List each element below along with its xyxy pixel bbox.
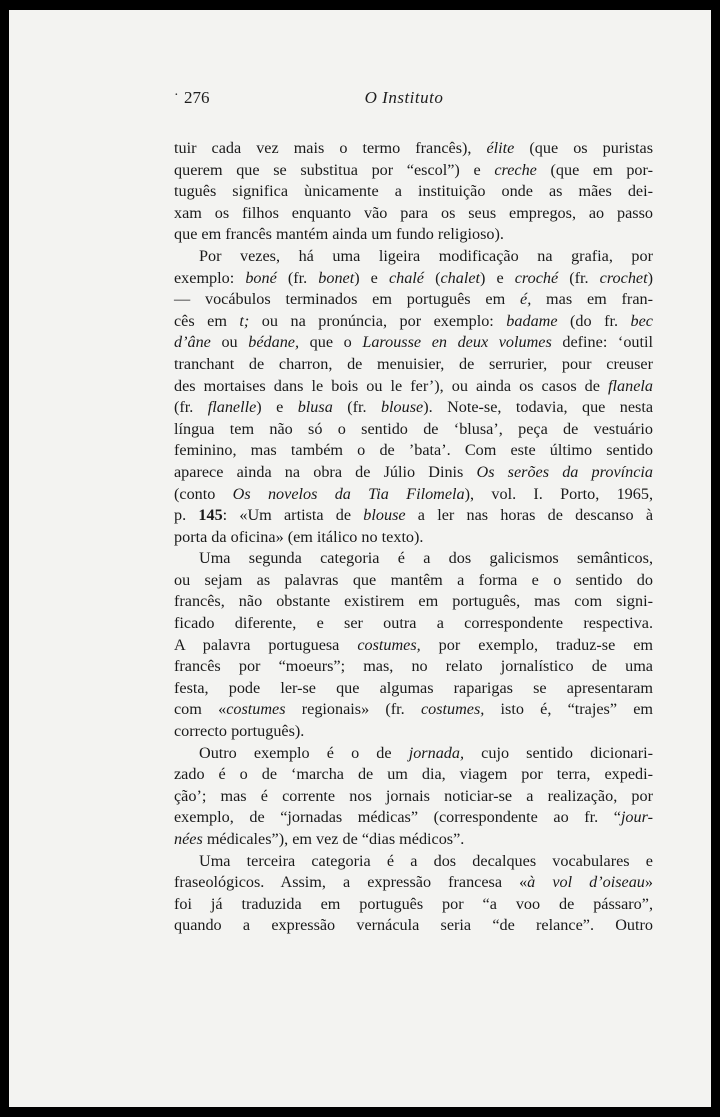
text-run: (que os puristas xyxy=(514,139,653,157)
header-marker: · xyxy=(174,88,179,103)
text-line xyxy=(174,591,653,613)
italic-term: Larousse en deux volumes xyxy=(362,333,552,352)
text-run: tuguês significa ùnicamente a instituição onde as mães dei- xyxy=(174,182,653,201)
text-line xyxy=(174,289,653,311)
text-run: fraseológicos. Assim, a expressão francesa « xyxy=(174,873,528,892)
text-line xyxy=(174,851,653,873)
text-run: (fr. xyxy=(174,398,208,417)
text-run: francês por “moeurs”; mas, no relato jornalístico de uma xyxy=(174,657,653,676)
page-header xyxy=(174,88,564,118)
text-line xyxy=(174,764,653,786)
text-run: aparece ainda na obra de Júlio Dinis xyxy=(174,462,477,481)
text-run: cujo sentido dicionari- xyxy=(464,743,653,762)
text-run: querem que se substitua por “escol”) e xyxy=(174,160,495,179)
italic-term: élite xyxy=(486,139,515,157)
text-line xyxy=(174,311,653,333)
text-run: cês em xyxy=(174,311,240,330)
text-run: ção’; mas é corrente nos jornais noticiar-se a realização, por xyxy=(174,786,653,805)
text-run: isto é, “trajes” em xyxy=(484,700,653,719)
italic-term: Os serões da província xyxy=(476,462,653,481)
page-number: 276 xyxy=(184,88,210,107)
italic-term: costumes, xyxy=(420,700,485,719)
text-line xyxy=(174,203,653,225)
text-line xyxy=(174,548,653,570)
text-line xyxy=(174,160,653,182)
text-run: ) e xyxy=(354,268,389,287)
text-line xyxy=(174,462,653,484)
text-run: exemplo, de “jornadas médicas” (correspondente ao fr. “ xyxy=(174,808,621,827)
italic-term: crochet xyxy=(599,268,648,287)
text-run: língua tem não só o sentido de ‘blusa’, peça de vestuário xyxy=(174,419,653,438)
text-run: (fr. xyxy=(276,268,319,287)
italic-term: bonet xyxy=(318,268,355,287)
text-line xyxy=(174,721,653,743)
text-run: regionais» (fr. xyxy=(285,700,421,719)
text-run: que o xyxy=(299,333,363,352)
text-line xyxy=(174,440,653,462)
text-line xyxy=(174,332,653,354)
text-run: — vocábulos terminados em português em xyxy=(174,290,521,309)
italic-term: creche xyxy=(494,160,537,179)
text-run: festa, pode ler-se que algumas raparigas se apresentaram xyxy=(174,678,653,697)
text-run: ). Note-se, todavia, que nesta xyxy=(423,398,654,417)
text-line xyxy=(174,894,653,916)
italic-term: é, xyxy=(520,290,532,309)
text-run: : «Um artista de xyxy=(222,506,364,525)
text-line xyxy=(174,397,653,419)
text-run: exemplo: xyxy=(174,268,246,287)
text-run: a ler nas horas de descanso à xyxy=(405,506,653,525)
document-page xyxy=(9,10,711,1107)
text-run: ), vol. I. Porto, 1965, xyxy=(464,484,653,503)
text-run: tuir cada vez mais o termo francês), xyxy=(174,139,487,157)
text-run: porta da oficina» (em itálico no texto). xyxy=(174,527,424,546)
body-text xyxy=(174,138,653,937)
text-run: ) e xyxy=(480,268,515,287)
text-line xyxy=(174,872,653,894)
italic-term: costumes, xyxy=(357,635,421,654)
text-line xyxy=(174,635,653,657)
italic-term: flanela xyxy=(608,376,653,395)
italic-term: jornada, xyxy=(408,743,465,762)
text-line xyxy=(174,699,653,721)
text-run: Uma terceira categoria é a dos decalques vocabulares e xyxy=(199,851,653,870)
text-run: (que em por- xyxy=(536,160,653,179)
text-run: xam os filhos enquanto vão para os seus empregos, ao passo xyxy=(174,203,653,222)
italic-term: à vol d’oiseau xyxy=(527,873,645,892)
text-run: zado é o de ‘marcha de um dia, viagem por terra, expedi- xyxy=(174,765,653,784)
italic-term: costumes xyxy=(226,700,286,719)
text-run: (do fr. xyxy=(557,311,631,330)
bold-text: 145 xyxy=(198,506,223,525)
text-run: p. xyxy=(174,506,199,525)
text-run: feminino, mas também o de ’bata’. Com este último sentido xyxy=(174,441,653,460)
text-run: correcto português). xyxy=(174,722,305,741)
text-run: com « xyxy=(174,700,227,719)
italic-term: flanelle xyxy=(207,398,257,417)
text-run: ) xyxy=(647,268,654,287)
text-line xyxy=(174,915,653,937)
text-run: quando a expressão vernácula seria “de relance”. Outro xyxy=(174,916,653,935)
italic-term: nées xyxy=(174,830,203,848)
text-run: (conto xyxy=(174,484,233,503)
text-run: Outro exemplo é o de xyxy=(199,743,409,762)
text-run: ou sejam as palavras que mantêm a forma e o sentido do xyxy=(174,570,653,589)
text-run: por exemplo, traduz-se em xyxy=(420,635,654,654)
text-line xyxy=(174,807,653,829)
text-line xyxy=(174,181,653,203)
text-line xyxy=(174,376,653,398)
text-run: (fr. xyxy=(332,398,381,417)
text-run: ) e xyxy=(256,398,298,417)
text-run: ou na pronúncia, por exemplo: xyxy=(249,311,507,330)
italic-term: badame xyxy=(506,311,558,330)
text-line xyxy=(174,484,653,506)
text-line xyxy=(174,246,653,268)
text-run: foi já traduzida em português por “a voo de pássaro”, xyxy=(174,894,653,913)
text-line xyxy=(174,527,653,549)
italic-term: Os novelos da Tia Filomela xyxy=(232,484,465,503)
text-line xyxy=(174,786,653,808)
text-line xyxy=(174,570,653,592)
text-run: Uma segunda categoria é a dos galicismos semânticos, xyxy=(199,549,653,568)
text-line xyxy=(174,268,653,290)
text-run: médicales”), em vez de “dias médicos”. xyxy=(202,830,465,848)
italic-term: chalet xyxy=(440,268,481,287)
text-run: tranchant de charron, de menuisier, de serrurier, pour creuser xyxy=(174,354,653,373)
text-run: ou xyxy=(210,333,249,352)
text-run: francês, não obstante existirem em português, mas com signi- xyxy=(174,592,653,611)
italic-term: d’âne xyxy=(174,333,211,352)
text-run: mas em fran- xyxy=(531,290,653,309)
text-line xyxy=(174,354,653,376)
text-line xyxy=(174,743,653,765)
italic-term: jour- xyxy=(620,808,653,827)
text-run: define: ‘outil xyxy=(551,333,653,352)
italic-term: chalé xyxy=(388,268,424,287)
text-run: ficado diferente, e ser outra a correspondente respectiva. xyxy=(174,614,653,633)
text-line xyxy=(174,505,653,527)
text-line xyxy=(174,224,653,246)
italic-term: boné xyxy=(245,268,277,287)
text-run: A palavra portuguesa xyxy=(174,635,358,654)
text-line xyxy=(174,678,653,700)
italic-term: blouse xyxy=(363,506,406,525)
text-line xyxy=(174,829,653,851)
italic-term: bédane, xyxy=(248,333,300,352)
italic-term: blusa xyxy=(297,398,333,417)
text-run: (fr. xyxy=(558,268,600,287)
italic-term: t; xyxy=(239,311,250,330)
italic-term: blouse xyxy=(380,398,424,417)
text-line xyxy=(174,419,653,441)
italic-term: croché xyxy=(514,268,559,287)
running-title: O Instituto xyxy=(364,88,444,107)
text-run: des mortaises dans le bois ou le fer’), ou ainda os casos de xyxy=(174,376,609,395)
text-run: que em francês mantém ainda um fundo religioso). xyxy=(174,225,504,244)
text-line xyxy=(174,138,653,160)
text-line xyxy=(174,613,653,635)
text-line xyxy=(174,656,653,678)
text-run: Por vezes, há uma ligeira modificação na grafia, por xyxy=(199,246,653,265)
italic-term: bec xyxy=(630,311,653,330)
text-run: ( xyxy=(424,268,441,287)
text-run: » xyxy=(644,873,653,892)
